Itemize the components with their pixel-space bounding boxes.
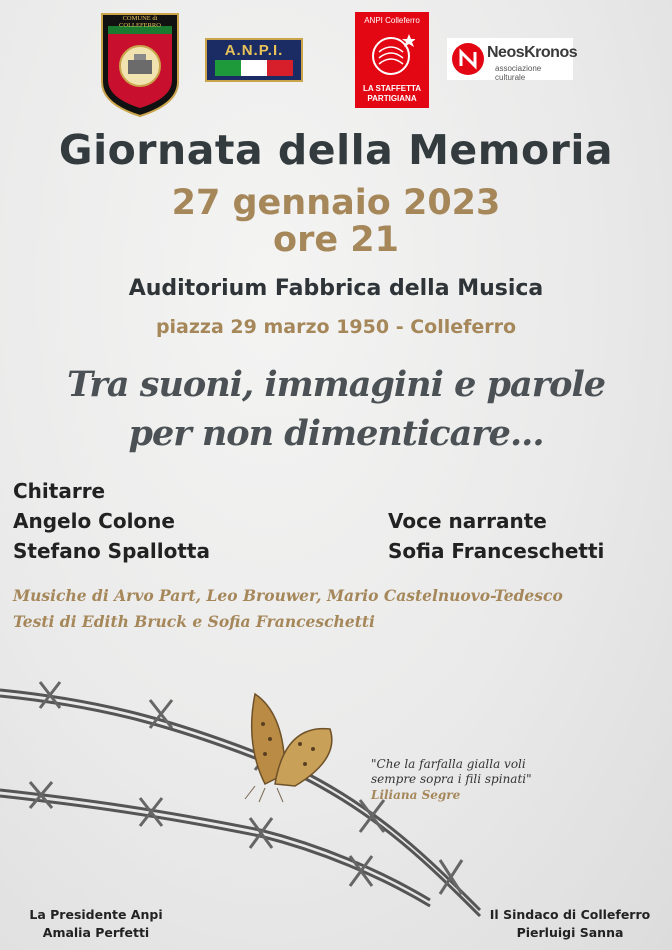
staffetta-logo-icon (355, 12, 429, 108)
page-title: Giornata della Memoria (58, 126, 614, 174)
event-venue: Auditorium Fabbrica della Musica (128, 276, 544, 301)
event-time: ore 21 (273, 220, 399, 260)
narrator-label: Voce narrante (388, 509, 547, 533)
event-date: 27 gennaio 2023 (171, 183, 501, 223)
guitars-label: Chitarre (13, 479, 106, 503)
signature-right-role: Il Sindaco di Colleferro (489, 907, 651, 922)
signature-left-role: La Presidente Anpi (29, 907, 163, 922)
staffetta-top-text: ANPI Colleferro (364, 16, 420, 25)
butterfly-icon (225, 684, 345, 804)
comune-crest-text: COMUNE di COLLEFERRO (119, 15, 161, 29)
narrator-name: Sofia Franceschetti (388, 539, 605, 563)
neos-name: NeosKronos (487, 44, 578, 61)
quote-line1: "Che la farfalla gialla voli (371, 757, 526, 771)
neos-sub: associazione culturale (495, 64, 542, 82)
quote-author: Liliana Segre (371, 788, 461, 802)
signature-left (6, 906, 186, 942)
event-address: piazza 29 marzo 1950 - Colleferro (155, 316, 517, 338)
guitarist-1: Angelo Colone (13, 509, 175, 533)
anpi-badge-text: A.N.P.I. (224, 42, 284, 59)
comune-crest-icon (100, 12, 180, 118)
quote-line2: sempre sopra i fili spinati" (371, 772, 532, 786)
signature-left-name: Amalia Perfetti (42, 925, 150, 940)
text-credits: Testi di Edith Bruck e Sofia Franceschetti (13, 612, 375, 631)
music-credits: Musiche di Arvo Part, Leo Brouwer, Mario Castelnuovo-Tedesco (13, 586, 563, 605)
motto-line1: Tra suoni, immagini e parole (66, 364, 606, 405)
staffetta-line2: PARTIGIANA (367, 94, 417, 103)
signature-right (470, 906, 670, 942)
staffetta-line1: LA STAFFETTA (362, 84, 422, 93)
motto-line2: per non dimenticare... (128, 413, 544, 454)
signature-right-name: Pierluigi Sanna (516, 925, 624, 940)
anpi-badge-icon (205, 38, 303, 82)
guitarist-2: Stefano Spallotta (13, 539, 210, 563)
neoskronos-logo-icon (447, 38, 578, 82)
